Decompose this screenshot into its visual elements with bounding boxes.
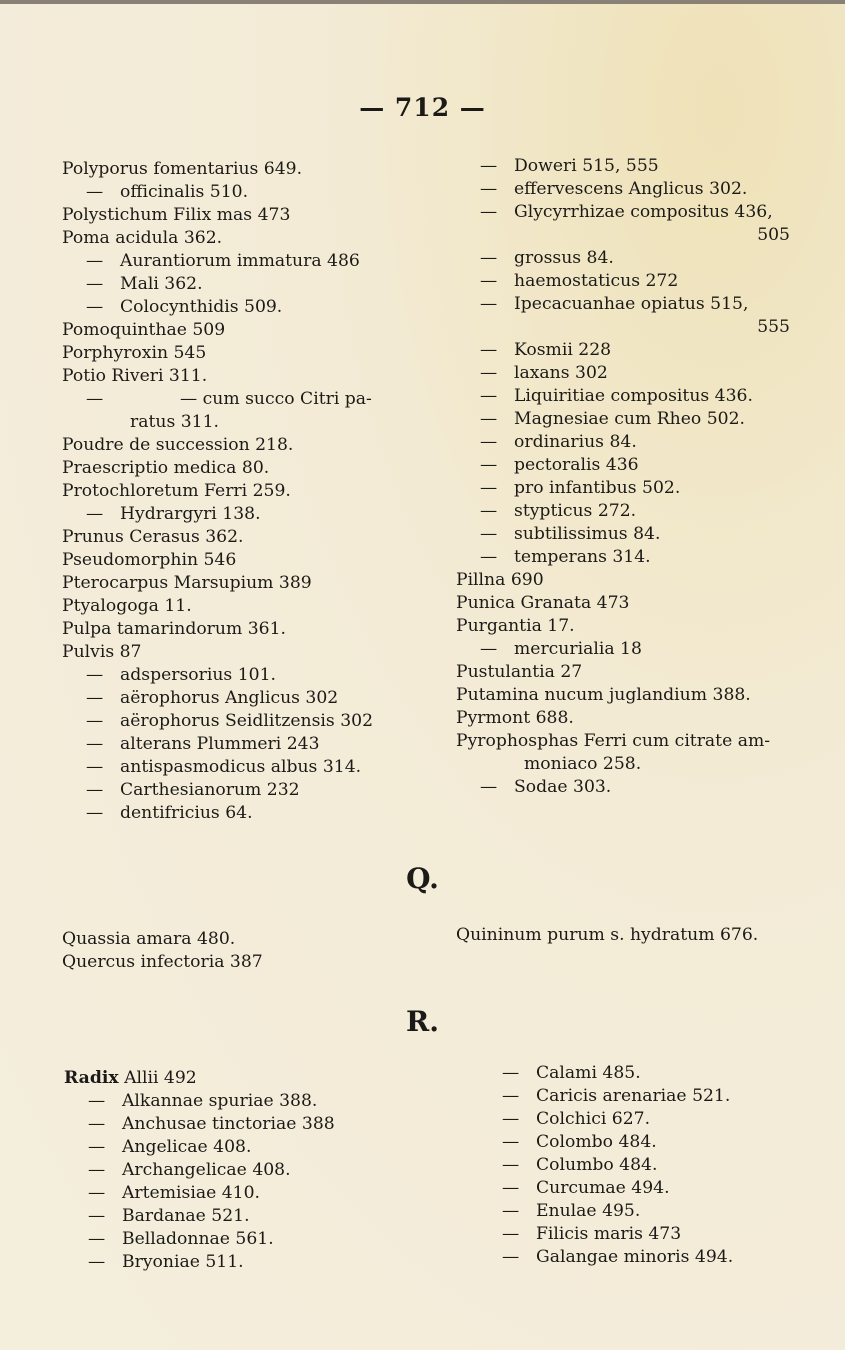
dash-marker: — [480, 524, 498, 544]
index-entry [456, 776, 792, 799]
entry-text: Artemisiae 410. [122, 1183, 260, 1203]
entry-text: Pustulantia 27 [456, 662, 583, 682]
index-entry [64, 1090, 424, 1113]
entry-text: Angelicae 408. [122, 1137, 252, 1157]
entry-text: aërophorus Anglicus 302 [120, 688, 339, 708]
dash-marker: — [480, 501, 498, 521]
dash-marker: — [86, 182, 104, 202]
index-entry [62, 779, 422, 802]
index-entry [456, 431, 792, 454]
entry-text: Pyrophosphas Ferri cum citrate am- [456, 731, 771, 751]
entry-text: Liquiritiae compositus 436. [514, 386, 753, 406]
index-entry [456, 707, 792, 730]
entry-text: Prunus Cerasus 362. [62, 527, 244, 547]
entry-text: subtilissimus 84. [514, 524, 661, 544]
index-entry [478, 1085, 798, 1108]
dash-marker: — [502, 1201, 520, 1221]
entry-text: grossus 84. [514, 248, 614, 268]
index-entry [456, 592, 792, 615]
entry-text: Mali 362. [120, 274, 203, 294]
index-column-p-right [456, 155, 792, 799]
entry-text: pro infantibus 502. [514, 478, 681, 498]
index-column-r-right [478, 1062, 798, 1269]
entry-text: Quercus infectoria 387 [62, 952, 263, 972]
index-entry [478, 1131, 798, 1154]
entry-text: temperans 314. [514, 547, 651, 567]
dash-marker: — [502, 1063, 520, 1083]
entry-text: Curcumae 494. [536, 1178, 670, 1198]
index-entry [62, 503, 422, 526]
index-entry [456, 178, 792, 201]
entry-text: laxans 302 [514, 363, 608, 383]
entry-text: Pyrmont 688. [456, 708, 574, 728]
index-entry [64, 1136, 424, 1159]
entry-text: Belladonnae 561. [122, 1229, 274, 1249]
entry-text: Potio Riveri 311. [62, 366, 208, 386]
index-entry [478, 1062, 798, 1085]
index-entry [62, 618, 422, 641]
dash-marker: — [86, 251, 104, 271]
index-entry [62, 457, 422, 480]
dash-marker: — [502, 1178, 520, 1198]
index-entry [64, 1067, 424, 1090]
index-entry [456, 523, 792, 546]
dash-marker: — [88, 1137, 106, 1157]
dash-marker: — [86, 734, 104, 754]
entry-text: 555 [757, 317, 790, 337]
dash-marker: — [480, 409, 498, 429]
entry-text: mercurialia 18 [514, 639, 642, 659]
dash-marker: — [480, 156, 498, 176]
entry-text: stypticus 272. [514, 501, 637, 521]
dash-marker: — [480, 386, 498, 406]
index-entry [456, 546, 792, 569]
index-entry [62, 928, 422, 951]
dash-marker: — [86, 688, 104, 708]
dash-marker: — [480, 639, 498, 659]
index-entry [62, 227, 422, 250]
entry-text: Purgantia 17. [456, 616, 575, 636]
entry-text: Punica Granata 473 [456, 593, 630, 613]
dash-marker: — [86, 297, 104, 317]
dash-marker: — [502, 1132, 520, 1152]
index-entry [456, 569, 792, 592]
entry-text: Carthesianorum 232 [120, 780, 300, 800]
index-entry [456, 661, 792, 684]
entry-text: Pseudomorphin 546 [62, 550, 237, 570]
dash-marker: — [480, 248, 498, 268]
entry-text: Magnesiae cum Rheo 502. [514, 409, 746, 429]
index-entry [456, 316, 792, 339]
dash-marker: — [86, 780, 104, 800]
entry-text: Ptyalogoga 11. [62, 596, 192, 616]
index-entry [456, 224, 792, 247]
entry-text: Archangelicae 408. [122, 1160, 291, 1180]
index-entry [64, 1205, 424, 1228]
entry-text: Enulae 495. [536, 1201, 641, 1221]
index-entry [456, 454, 792, 477]
index-entry [456, 638, 792, 661]
index-entry [478, 1223, 798, 1246]
index-entry [64, 1251, 424, 1274]
section-heading-q: Q. [406, 862, 439, 895]
index-column-r-left [64, 1067, 424, 1274]
entry-text: Quininum purum s. hydratum 676. [456, 925, 759, 945]
dash-marker: — [480, 432, 498, 452]
dash-marker: — [480, 478, 498, 498]
dash-marker: — [86, 803, 104, 823]
dash-marker: — [86, 757, 104, 777]
dash-marker: — [502, 1224, 520, 1244]
entry-text: Galangae minoris 494. [536, 1247, 734, 1267]
dash-marker: — [480, 777, 498, 797]
index-entry [456, 615, 792, 638]
index-entry [62, 951, 422, 974]
dash-marker: — [88, 1183, 106, 1203]
index-entry [62, 273, 422, 296]
entry-text: Poudre de succession 218. [62, 435, 294, 455]
index-entry [62, 388, 422, 411]
index-entry [62, 802, 422, 825]
index-entry [478, 1246, 798, 1269]
index-entry [62, 434, 422, 457]
entry-text: — cum succo Citri pa- [180, 389, 372, 409]
dash-marker: — [88, 1160, 106, 1180]
entry-text: antispasmodicus albus 314. [120, 757, 362, 777]
dash-marker: — [86, 389, 104, 409]
entry-text: officinalis 510. [120, 182, 249, 202]
dash-marker: — [502, 1155, 520, 1175]
entry-text: adspersorius 101. [120, 665, 276, 685]
dash-marker: — [502, 1247, 520, 1267]
page-number: — 712 — [359, 93, 486, 122]
dash-marker: — [88, 1091, 106, 1111]
entry-text: Poma acidula 362. [62, 228, 223, 248]
entry-text: Alkannae spuriae 388. [122, 1091, 318, 1111]
index-entry [62, 687, 422, 710]
dash-marker: — [88, 1206, 106, 1226]
index-entry [62, 342, 422, 365]
index-entry [456, 924, 796, 947]
index-entry [62, 181, 422, 204]
dash-marker: — [86, 711, 104, 731]
index-entry [62, 319, 422, 342]
entry-text: Colchici 627. [536, 1109, 651, 1129]
entry-text: Quassia amara 480. [62, 929, 236, 949]
dash-marker: — [480, 179, 498, 199]
entry-text: ratus 311. [130, 412, 219, 432]
index-entry [62, 572, 422, 595]
dash-marker: — [480, 271, 498, 291]
index-entry [62, 710, 422, 733]
entry-text: Caricis arenariae 521. [536, 1086, 731, 1106]
entry-text: Protochloretum Ferri 259. [62, 481, 291, 501]
dash-marker: — [480, 363, 498, 383]
dash-marker: — [480, 294, 498, 314]
index-column-p-left [62, 158, 422, 825]
index-entry [62, 250, 422, 273]
dash-marker: — [480, 340, 498, 360]
index-entry [62, 365, 422, 388]
section-heading-r: R. [405, 1005, 440, 1038]
entry-text: moniaco 258. [524, 754, 642, 774]
dash-marker: — [86, 504, 104, 524]
entry-text: Doweri 515, 555 [514, 156, 659, 176]
index-entry [456, 385, 792, 408]
entry-text: effervescens Anglicus 302. [514, 179, 748, 199]
index-entry [456, 270, 792, 293]
entry-text: Polyporus fomentarius 649. [62, 159, 303, 179]
entry-text: ordinarius 84. [514, 432, 637, 452]
entry-bold-prefix: Radix [64, 1068, 119, 1088]
entry-text: Bardanae 521. [122, 1206, 250, 1226]
entry-text: Praescriptio medica 80. [62, 458, 270, 478]
dash-marker: — [86, 665, 104, 685]
index-entry [62, 204, 422, 227]
index-entry [456, 339, 792, 362]
index-entry [456, 247, 792, 270]
index-entry [62, 756, 422, 779]
index-entry [456, 293, 792, 316]
index-entry [62, 296, 422, 319]
index-entry [62, 411, 422, 434]
index-entry [456, 500, 792, 523]
entry-text: Pillna 690 [456, 570, 544, 590]
index-entry [64, 1113, 424, 1136]
entry-text: Aurantiorum immatura 486 [120, 251, 360, 271]
index-entry [478, 1200, 798, 1223]
entry-text: Glycyrrhizae compositus 436, [514, 202, 773, 222]
index-entry [456, 408, 792, 431]
entry-text: Putamina nucum juglandium 388. [456, 685, 751, 705]
dash-marker: — [480, 547, 498, 567]
dash-marker: — [88, 1252, 106, 1272]
dash-marker: — [88, 1229, 106, 1249]
entry-text: aërophorus Seidlitzensis 302 [120, 711, 374, 731]
index-entry [456, 201, 792, 224]
index-entry [64, 1159, 424, 1182]
index-column-q-right [456, 924, 796, 947]
entry-text: alterans Plummeri 243 [120, 734, 320, 754]
index-entry [456, 753, 792, 776]
entry-text: Columbo 484. [536, 1155, 658, 1175]
dash-marker: — [502, 1086, 520, 1106]
index-entry [478, 1154, 798, 1177]
entry-text: Pomoquinthae 509 [62, 320, 226, 340]
entry-text: Colombo 484. [536, 1132, 657, 1152]
dash-marker: — [86, 274, 104, 294]
entry-text: Pulpa tamarindorum 361. [62, 619, 286, 639]
entry-text: haemostaticus 272 [514, 271, 679, 291]
dash-marker: — [480, 202, 498, 222]
entry-text: Polystichum Filix mas 473 [62, 205, 291, 225]
entry-text: Calami 485. [536, 1063, 641, 1083]
entry-text: pectoralis 436 [514, 455, 639, 475]
dash-marker: — [502, 1109, 520, 1129]
index-entry [478, 1108, 798, 1131]
entry-text: Anchusae tinctoriae 388 [122, 1114, 335, 1134]
index-entry [456, 684, 792, 707]
index-entry [456, 362, 792, 385]
entry-text: 505 [757, 225, 790, 245]
entry-text: Ipecacuanhae opiatus 515, [514, 294, 749, 314]
index-entry [64, 1182, 424, 1205]
entry-text: Filicis maris 473 [536, 1224, 682, 1244]
entry-text: Colocynthidis 509. [120, 297, 283, 317]
index-entry [62, 158, 422, 181]
index-entry [62, 733, 422, 756]
entry-text: Kosmii 228 [514, 340, 612, 360]
entry-text: Pulvis 87 [62, 642, 142, 662]
index-entry [62, 664, 422, 687]
index-entry [456, 155, 792, 178]
entry-text: Pterocarpus Marsupium 389 [62, 573, 312, 593]
entry-text: Sodae 303. [514, 777, 612, 797]
entry-text: Hydrargyri 138. [120, 504, 261, 524]
page-top-edge [0, 0, 845, 4]
index-entry [456, 730, 792, 753]
index-entry [478, 1177, 798, 1200]
dash-marker: — [88, 1114, 106, 1134]
entry-text: dentifricius 64. [120, 803, 253, 823]
index-entry [62, 480, 422, 503]
index-entry [62, 526, 422, 549]
entry-text: Porphyroxin 545 [62, 343, 207, 363]
index-entry [456, 477, 792, 500]
index-entry [62, 549, 422, 572]
dash-marker: — [480, 455, 498, 475]
index-entry [62, 641, 422, 664]
index-entry [62, 595, 422, 618]
entry-text: Bryoniae 511. [122, 1252, 244, 1272]
index-column-q-left [62, 928, 422, 974]
entry-text: Radix Allii 492 [64, 1068, 197, 1088]
index-entry [64, 1228, 424, 1251]
